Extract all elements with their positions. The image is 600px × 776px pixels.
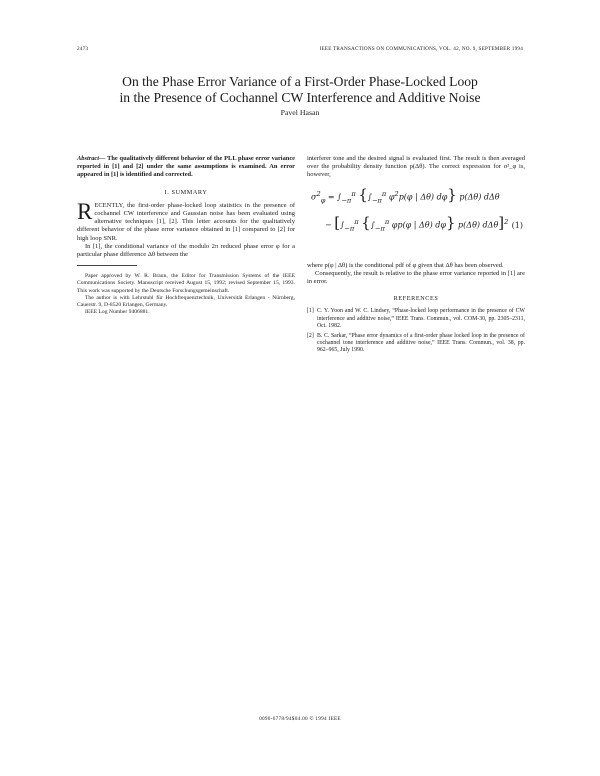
equation-1 [307,184,525,258]
reference-number: [1] [307,308,314,315]
abstract [77,155,295,180]
equation-line-1: $\sigma^2_\varphi = \int_{-\pi}^\pi$ {$\int_{-\pi}^\pi$ $\varphi^2p(\varphi$ | Δθ) dφ} p(Δθ) dΔθ [311,185,500,204]
equation-line-2: − [$\int_{-\pi}^\pi$ {$\int_{-\pi}^\pi$ φp(φ | Δθ) dφ} p(Δθ) dΔθ]$^2$ [325,213,509,232]
footnote-1: Paper approved by W. R. Braun, the Editor for Transmission Systems of the IEEE Communications Society. Manuscript received August 15, 1992; revised September 15, 1993. This work was supported by the Deutsche Forschungsgemeinschaft. [77,273,295,294]
intro-text: ECENTLY, the first-order phase-locked loop statistics in the presence of cochannel CW interference and Gaussian noise has been evaluated using alternative techniques [1], [2]. This letter accounts for the qualitatively different behavior of the phase error variance obtained in [1] compared to [2] for high loop SNR. [77,201,295,242]
reference-item [307,308,525,330]
running-head [77,46,523,56]
right-paragraph-2: where p(φ | Δθ) is the conditional pdf of φ given that Δθ has been observed. [307,261,504,269]
title-line-2: in the Presence of Cochannel CW Interference and Additive Noise [119,90,481,105]
footnote-rule [77,265,137,269]
footnote-2: The author is with Lehrstuhl für Hochfrequenztechnik, Universität Erlangen - Nürnberg, Cauerstr. 9, D-8520 Erlangen, Germany. [77,294,295,309]
abstract-text: The qualitatively different behavior of the PLL phase error variance reported in [1] and [2] under the same assumptions is examined. An error appeared in [1] is identified and corrected. [77,155,295,179]
drop-cap: R [77,198,93,224]
reference-list [307,308,525,354]
equation-number: (1) [511,220,523,230]
section-heading-summary: I. SUMMARY [164,188,208,196]
abstract-label: Abstract— [77,155,106,162]
author-name: Pavel Hasan [280,108,320,117]
references-heading: REFERENCES [393,295,439,303]
copyright-footer: 0090-6778/94$04.00 © 1994 IEEE [259,716,341,722]
journal-header: IEEE TRANSACTIONS ON COMMUNICATIONS, VOL. 42, NO. 9, SEPTEMBER 1994 [319,46,523,52]
reference-number: [2] [307,332,314,339]
title-line-1: On the Phase Error Variance of a First-Order Phase-Locked Loop [122,74,478,89]
right-paragraph-1: interferer tone and the desired signal is evaluated first. The result is then averaged over the probability density function p(Δθ). The correct expression for σ²_φ is, however, [307,155,525,179]
reference-text: B. C. Sarkar, “Phase error dynamics of a first-order phase locked loop in the presence of cochannel tone interference and additive noise,” IEEE Trans. Commun., vol. 38, pp. 962–965, July 1990. [317,332,525,354]
footnote-3: IEEE Log Number 9406881. [85,309,150,316]
paper-title [60,74,540,106]
right-column [307,155,525,357]
reference-item [307,333,525,355]
intro-paragraph [77,198,295,243]
right-paragraph-3: Consequently, the result is relative to the phase error variance reported in [1] are in error. [307,269,525,286]
second-paragraph: In [1], the conditional variance of the modulo 2π reduced phase error φ for a particular phase difference Δθ between the [77,242,295,259]
page-number: 2473 [77,46,89,52]
footnotes [77,273,295,316]
left-column [77,155,295,316]
reference-text: C. Y. Yoon and W. C. Lindsey, “Phase-locked loop performance in the presence of CW interference and additive noise,” IEEE Trans. Commun., vol. COM-30, pp. 2305–2311, Oct. 1982. [317,308,525,330]
